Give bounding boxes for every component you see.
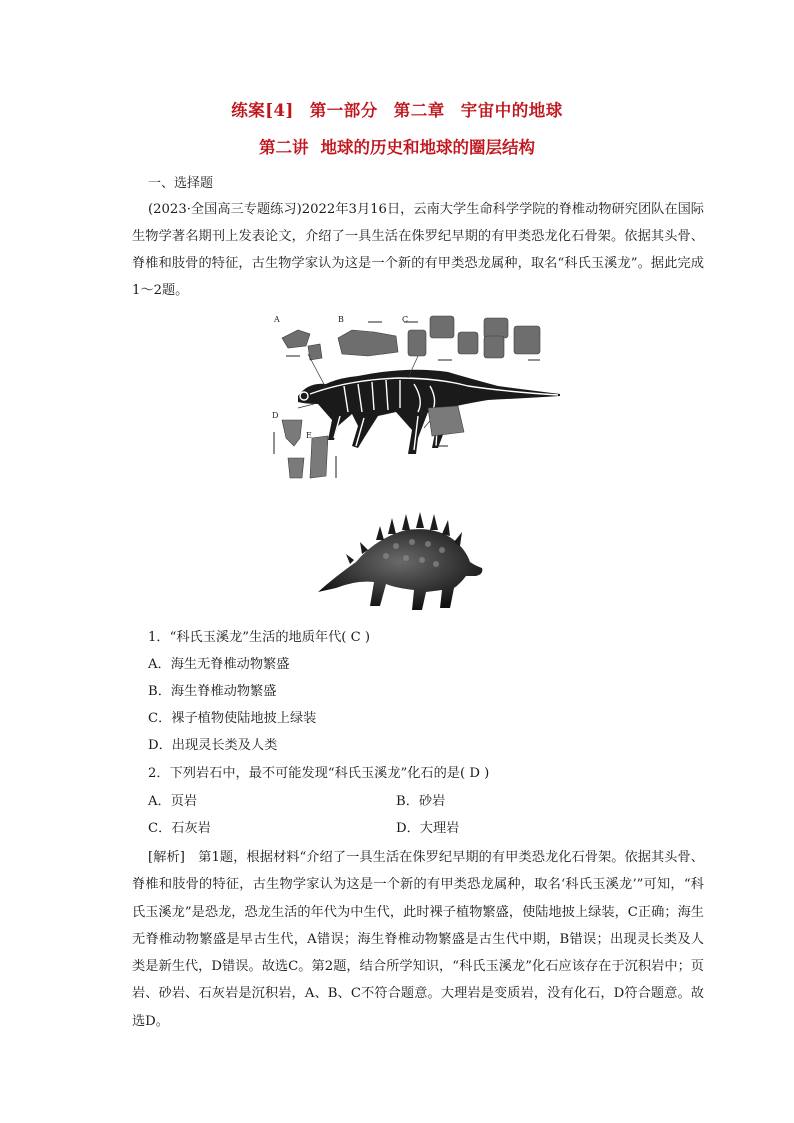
bone-fragment-c4 [484, 318, 508, 338]
figure-label-b: B [338, 315, 344, 324]
q2-option-a: A．页岩 [148, 794, 198, 809]
bone-fragment-c6 [514, 326, 540, 354]
bone-fragment-c1 [408, 330, 426, 356]
bone-fragment-e [310, 436, 328, 478]
page-subtitle [0, 134, 794, 158]
bone-fragment-b [338, 330, 398, 356]
bone-fragment-c2 [430, 316, 454, 338]
q2-option-c: C．石灰岩 [148, 821, 211, 836]
q2-option-b: B．砂岩 [396, 794, 446, 809]
bone-fragment-c3 [458, 332, 478, 354]
figure-label-d: D [272, 411, 279, 420]
question-1-stem: 1．“科氏玉溪龙”生活的地质年代( C ) [148, 630, 371, 645]
q1-option-c: C．裸子植物使陆地披上绿装 [148, 711, 317, 726]
subtitle-part: 第二讲 [259, 138, 309, 157]
bone-fragment-f [428, 406, 464, 436]
bone-fragment-c5 [484, 336, 504, 358]
bone-fragment-d2 [288, 458, 304, 478]
q1-option-b: B．海生脊椎动物繁盛 [148, 684, 277, 699]
page-title [0, 97, 794, 121]
title-part: 练案[4] [231, 101, 294, 120]
analysis-paragraph: [解析] 第1题，根据材料“介绍了一具生活在侏罗纪早期的有甲类恐龙化石骨架。依据其头骨、脊椎和肢骨的特征，古生物学家认为这是一个新的有甲类恐龙属种，取名‘科氏玉溪龙’”可知，“科氏玉溪龙”是恐龙，恐龙生活的年代为中生代，此时裸子植物繁盛，使陆地披上绿装，C正确；海生无脊椎动物繁盛是早古生代，A错误；海生脊椎动物繁盛是古生代中期，B错误；出现灵长类及人类是新生代，D错误。故选C。第2题，结合所学知识，“科氏玉溪龙”化石应该存在于沉积岩中；页岩、砂岩、石灰岩是沉积岩，A、B、C不符合题意。大理岩是变质岩，没有化石，D符合题意。故选D。 [132, 850, 704, 1029]
bone-fragment-a [282, 330, 310, 348]
figure-label-a: A [274, 315, 280, 324]
q2-option-d: D．大理岩 [396, 821, 460, 836]
title-part: 宇宙中的地球 [460, 101, 563, 120]
intro-paragraph: (2023·全国高三专题练习)2022年3月16日，云南大学生命科学学院的脊椎动物研究团队在国际生物学著名期刊上发表论文，介绍了一具生活在侏罗纪早期的有甲类恐龙化石骨架。依据其头骨、脊椎和肢骨的特征，古生物学家认为这是一个新的有甲类恐龙属种，取名“科氏玉溪龙”。据此完成1～2题。 [132, 202, 704, 298]
figure-label-c: C [402, 315, 409, 324]
title-part: 第二章 [393, 101, 445, 120]
q1-option-d: D．出现灵长类及人类 [148, 738, 278, 753]
skeleton-figure [268, 308, 564, 488]
section-heading: 一、选择题 [148, 176, 214, 191]
figure-label-e: E [306, 431, 312, 440]
dinosaur-reconstruction-image [316, 496, 486, 612]
title-part: 第一部分 [309, 101, 378, 120]
subtitle-part: 地球的历史和地球的圈层结构 [320, 138, 535, 157]
figure-label-f: F [420, 409, 426, 418]
q1-option-a: A．海生无脊椎动物繁盛 [148, 657, 290, 672]
question-2-stem: 2．下列岩石中，最不可能发现“科氏玉溪龙”化石的是( D ) [148, 766, 490, 781]
bone-fragment-d [282, 420, 302, 446]
